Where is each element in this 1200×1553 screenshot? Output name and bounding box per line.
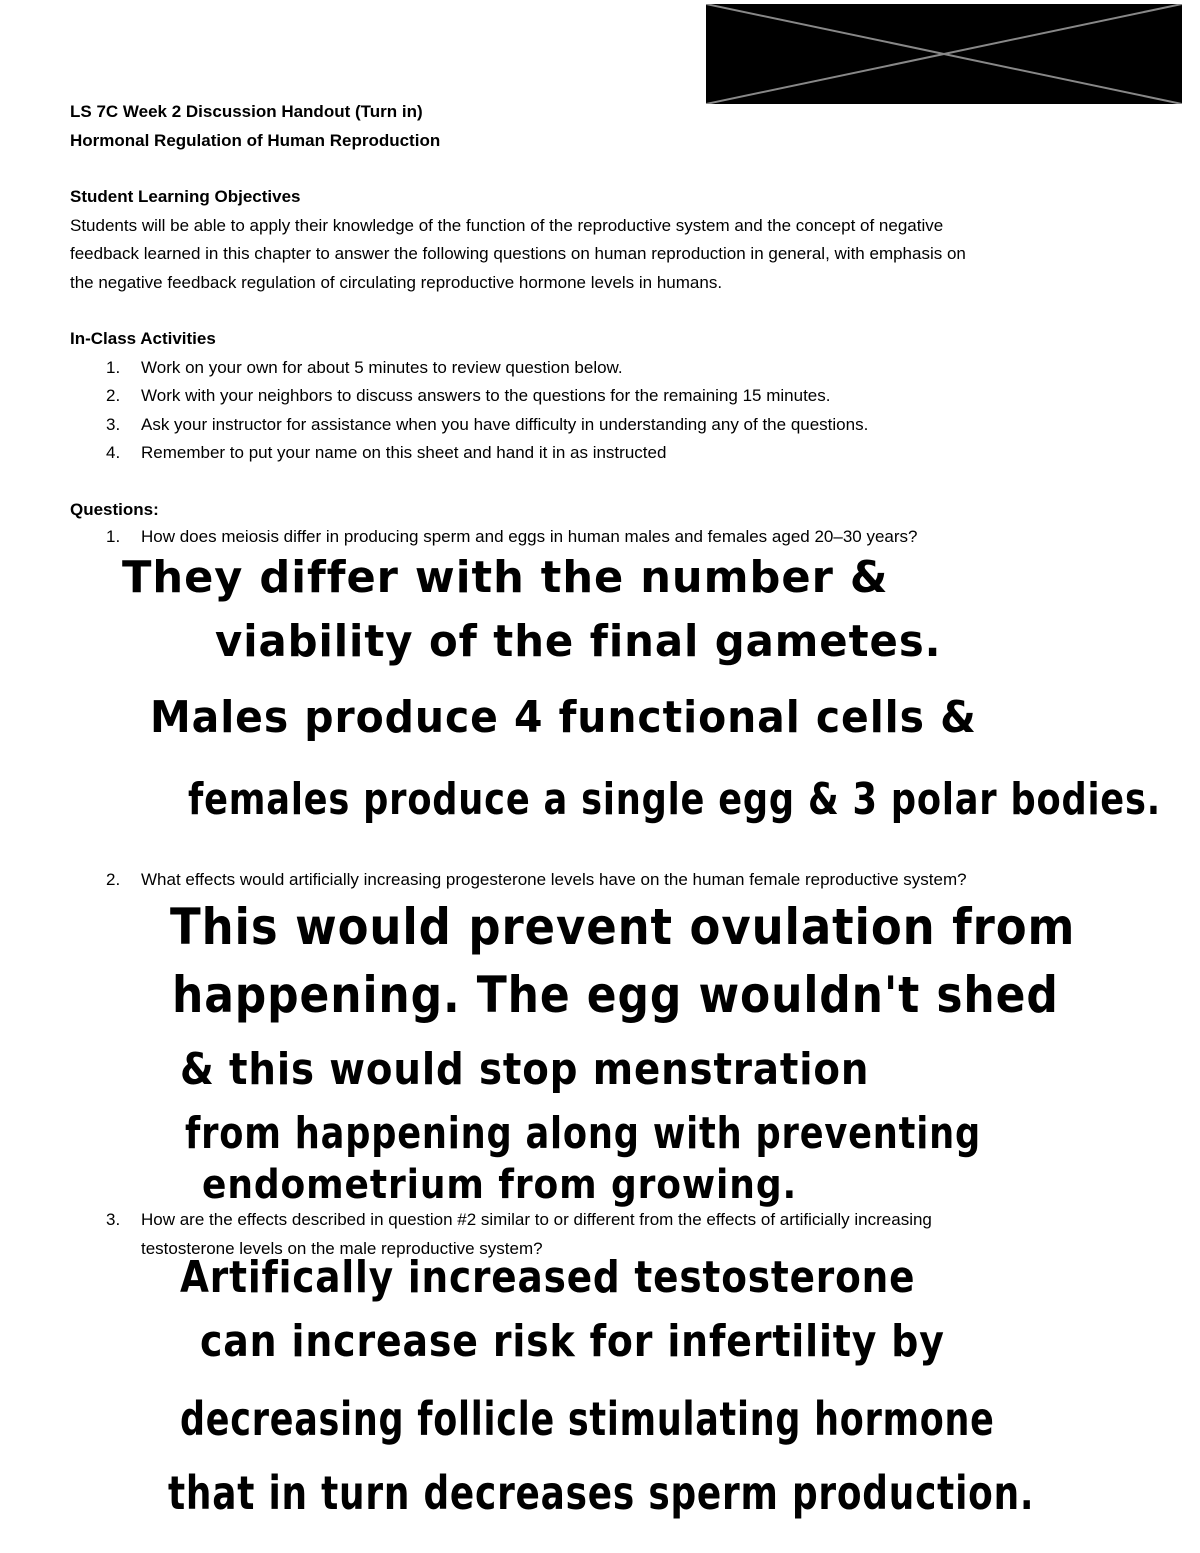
objectives-heading: Student Learning Objectives [70, 187, 301, 206]
questions-heading: Questions: [70, 499, 159, 519]
handwritten-answer-2-line: happening. The egg wouldn't shed [172, 966, 1059, 1024]
document-body [70, 98, 1150, 524]
activities-list [70, 354, 1150, 468]
handwritten-answer-2-line: This would prevent ovulation from [170, 898, 1076, 956]
handwritten-answer-1-line: Males produce 4 functional cells & [150, 692, 977, 743]
handout-title: LS 7C Week 2 Discussion Handout (Turn in) [70, 102, 423, 121]
handout-subtitle: Hormonal Regulation of Human Reproduction [70, 130, 441, 150]
redaction-box [706, 4, 1182, 104]
objectives-line: Students will be able to apply their knowledge of the function of the reproductive system and the concept of negative [70, 215, 944, 235]
activities-heading: In-Class Activities [70, 329, 216, 348]
list-item: 4. Remember to put your name on this sheet and hand it in as instructed [106, 443, 667, 462]
question-1: 1. How does meiosis differ in producing sperm and eggs in human males and females aged 20–30 years? [106, 527, 918, 546]
objectives-line: the negative feedback regulation of circulating reproductive hormone levels in humans. [70, 272, 723, 292]
list-item: 2. Work with your neighbors to discuss answers to the questions for the remaining 15 minutes. [106, 386, 831, 405]
handwritten-answer-2-line: from happening along with preventing [185, 1108, 981, 1159]
handwritten-answer-3-line: decreasing follicle stimulating hormone [180, 1392, 995, 1446]
objectives-line: feedback learned in this chapter to answer the following questions on human reproduction in general, with emphasis on [70, 244, 966, 263]
redaction-cross-icon [706, 4, 1182, 104]
handwritten-answer-1-line: females produce a single egg & 3 polar bodies. [188, 774, 1161, 825]
list-item: 1. Work on your own for about 5 minutes to review question below. [106, 357, 623, 377]
question-3: 3. How are the effects described in question #2 similar to or different from the effects of artificially increasing testosterone levels on the male reproductive system? [106, 1210, 932, 1258]
handwritten-answer-1-line: They differ with the number & [122, 552, 889, 603]
handwritten-answer-3-line: can increase risk for infertility by [200, 1316, 945, 1367]
handwritten-answer-3-line: Artifically increased testosterone [180, 1252, 916, 1303]
list-item: 3. Ask your instructor for assistance when you have difficulty in understanding any of the questions. [106, 414, 869, 434]
handwritten-answer-3-line: that in turn decreases sperm production. [168, 1466, 1035, 1520]
handwritten-answer-2-line: & this would stop menstration [180, 1044, 870, 1095]
question-2: 2. What effects would artificially increasing progesterone levels have on the human female reproductive system? [106, 870, 967, 889]
handwritten-answer-2-line: endometrium from growing. [202, 1162, 798, 1208]
handwritten-answer-1-line: viability of the final gametes. [215, 616, 942, 667]
